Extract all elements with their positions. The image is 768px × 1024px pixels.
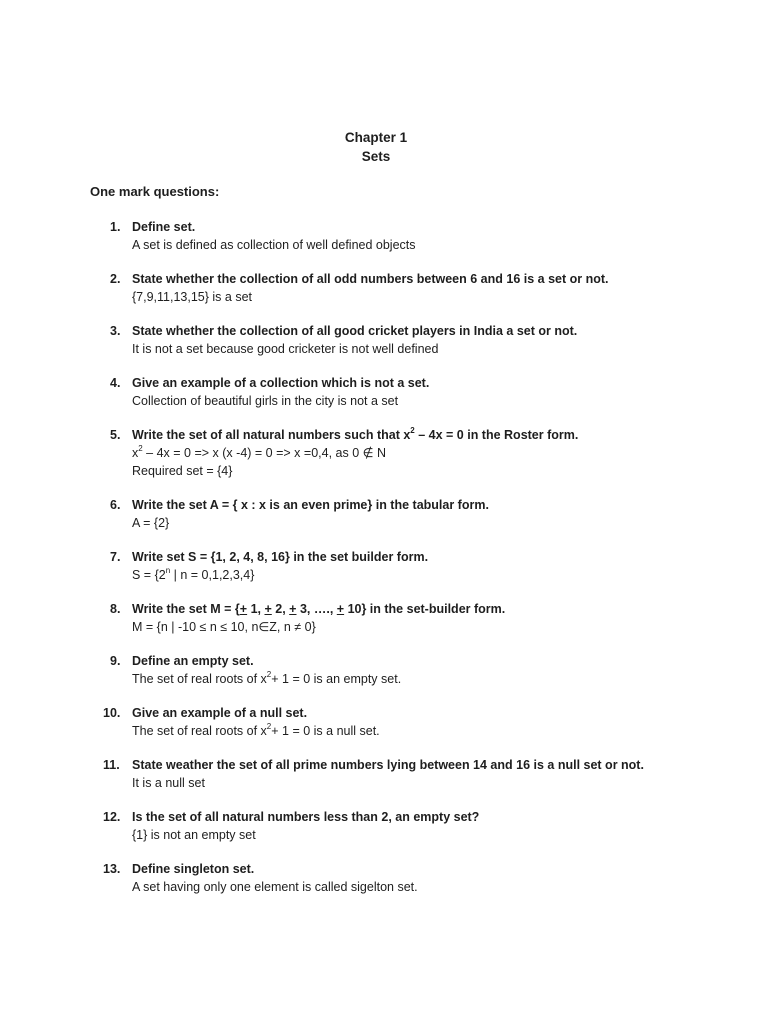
question-item (103, 704, 750, 740)
chapter-title: Sets (361, 149, 391, 164)
question-number: 3. (110, 324, 121, 338)
question-number: 11. (103, 758, 120, 772)
question-number: 5. (110, 428, 121, 442)
question-number: 10. (103, 706, 121, 720)
answer-text: M = {n | -10 ≤ n ≤ 10, n∈Z, n ≠ 0} (132, 620, 316, 634)
answer-text: A set having only one element is called sigelton set. (132, 880, 418, 894)
question-item (103, 756, 750, 792)
question-item (110, 652, 750, 688)
question-item (110, 270, 750, 306)
question-text: Give an example of a null set. (132, 706, 308, 720)
question-text: State whether the collection of all odd numbers between 6 and 16 is a set or not. (132, 272, 609, 286)
question-text: Write the set of all natural numbers such that $x^2 - 4x = 0$ in the Roster form. (132, 425, 579, 442)
question-text: Define singleton set. (132, 862, 255, 876)
question-text: Write the set A = { x : x is an even prime} in the tabular form. (132, 498, 489, 512)
question-item (110, 600, 750, 636)
question-text: Is the set of all natural numbers less than 2, an empty set? (132, 810, 480, 824)
question-number: 13. (103, 862, 121, 876)
answer-text: Collection of beautiful girls in the city is not a set (132, 394, 399, 408)
question-number: 1. (110, 220, 121, 234)
question-item (103, 808, 750, 844)
question-item (110, 218, 750, 254)
answer-text: A = {2} (132, 516, 170, 530)
question-item (103, 860, 750, 896)
answer-text: The set of real roots of $x^2+ 1 = 0$ is an empty set. (132, 669, 402, 686)
question-list (103, 218, 750, 896)
question-number: 4. (110, 376, 121, 390)
answer-text: {7,9,11,13,15} is a set (132, 290, 253, 304)
question-text: Define set. (132, 220, 196, 234)
question-number: 12. (103, 810, 121, 824)
answer-text: $S = \{2^n$ | n = 0,1,2,3,4} (132, 565, 255, 582)
chapter-number: Chapter 1 (344, 130, 408, 145)
answer-text: A set is defined as collection of well defined objects (132, 238, 416, 252)
answer-text: The set of real roots of $x^2+ 1 = 0$ is a null set. (132, 721, 380, 738)
question-item (110, 496, 750, 532)
question-text: State whether the collection of all good cricket players in India a set or not. (132, 324, 578, 338)
chapter-heading (0, 128, 752, 166)
answer-text: It is a null set (132, 776, 205, 790)
question-number: 9. (110, 654, 121, 668)
question-number: 6. (110, 498, 121, 512)
question-number: 2. (110, 272, 121, 286)
question-item (110, 322, 750, 358)
question-text: Give an example of a collection which is not a set. (132, 376, 430, 390)
section-title: One mark questions: (90, 184, 220, 199)
answer-text: Required set = {4} (132, 464, 233, 478)
question-number: 8. (110, 602, 121, 616)
answer-text: $x^2 - 4x = 0 => x$ (x -4) = 0 => x =0,4, as 0 ∉ N (132, 443, 387, 460)
question-text: Write the set M = {+ 1, + 2, + 3, …., + 10} in the set-builder form. (132, 602, 506, 616)
answer-text: It is not a set because good cricketer is not well defined (132, 342, 439, 356)
question-item (110, 374, 750, 410)
question-text: Define an empty set. (132, 654, 254, 668)
question-text: State weather the set of all prime numbers lying between 14 and 16 is a null set or not. (132, 758, 644, 772)
answer-text: {1} is not an empty set (132, 828, 256, 842)
question-item (110, 426, 750, 480)
question-number: 7. (110, 550, 121, 564)
question-item (110, 548, 750, 584)
question-text: Write set S = {1, 2, 4, 8, 16} in the set builder form. (132, 550, 429, 564)
